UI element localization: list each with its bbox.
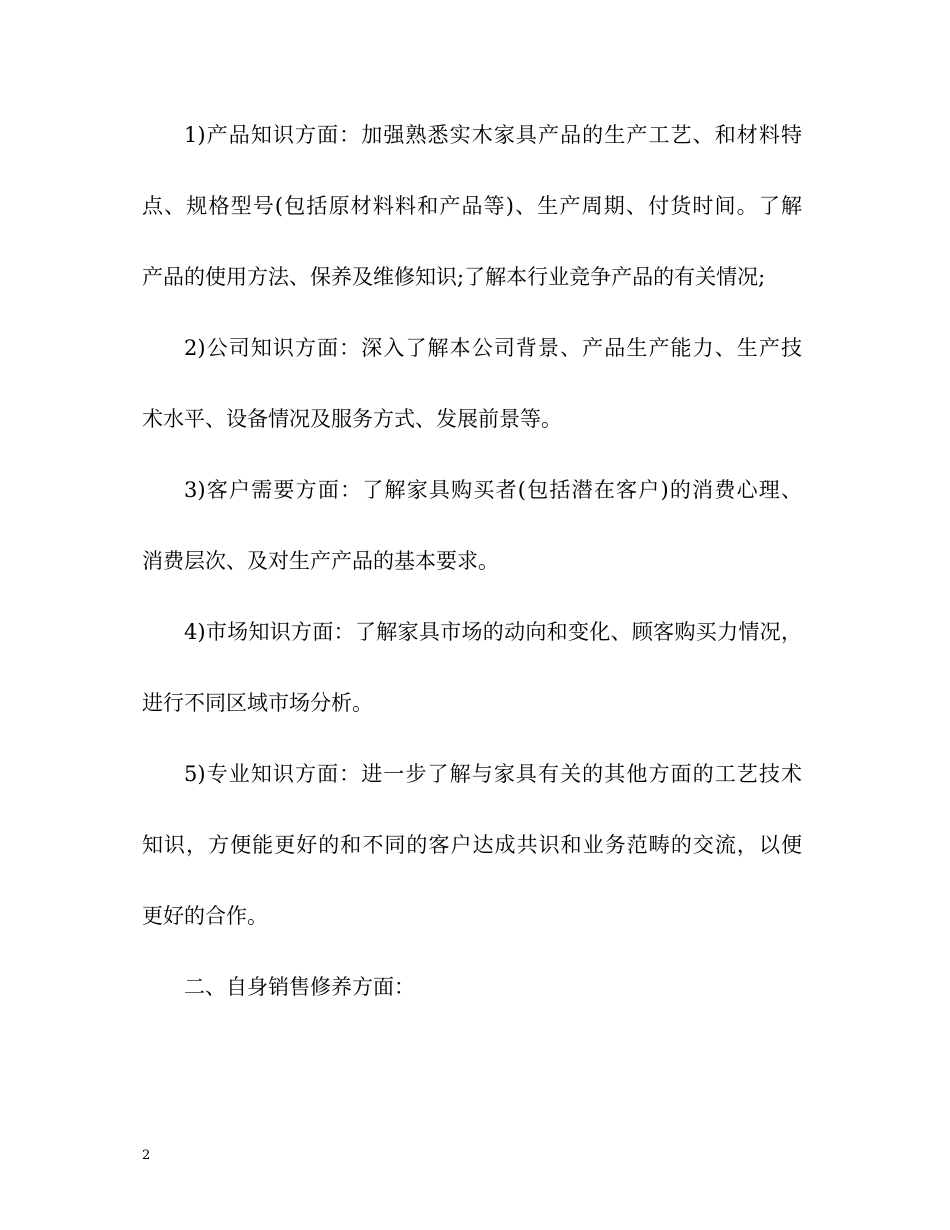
text-line: 5)专业知识方面：进一步了解与家具有关的其他方面的工艺技术	[184, 762, 802, 786]
text-line: 知识，方便能更好的和不同的客户达成共识和业务范畴的交流，以便	[142, 833, 802, 857]
text-line: 4)市场知识方面：了解家具市场的动向和变化、顾客购买力情况，	[184, 620, 802, 644]
text-line: 2)公司知识方面：深入了解本公司背景、产品生产能力、生产技	[184, 336, 802, 360]
text-line: 消费层次、及对生产产品的基本要求。	[142, 549, 499, 573]
text-line: 点、规格型号(包括原材料料和产品等)、生产周期、付货时间。了解	[142, 194, 802, 218]
text-line: 更好的合作。	[142, 904, 268, 928]
text-line: 术水平、设备情况及服务方式、发展前景等。	[142, 407, 562, 431]
text-line: 二、自身销售修养方面：	[184, 975, 415, 999]
text-line: 3)客户需要方面：了解家具购买者(包括潜在客户)的消费心理、	[184, 478, 802, 502]
text-line: 进行不同区域市场分析。	[142, 691, 373, 715]
text-line: 1)产品知识方面：加强熟悉实木家具产品的生产工艺、和材料特	[184, 123, 802, 147]
page-number: 2	[142, 1148, 151, 1163]
document-body	[142, 105, 802, 1028]
text-line: 产品的使用方法、保养及维修知识;了解本行业竞争产品的有关情况;	[142, 265, 766, 289]
